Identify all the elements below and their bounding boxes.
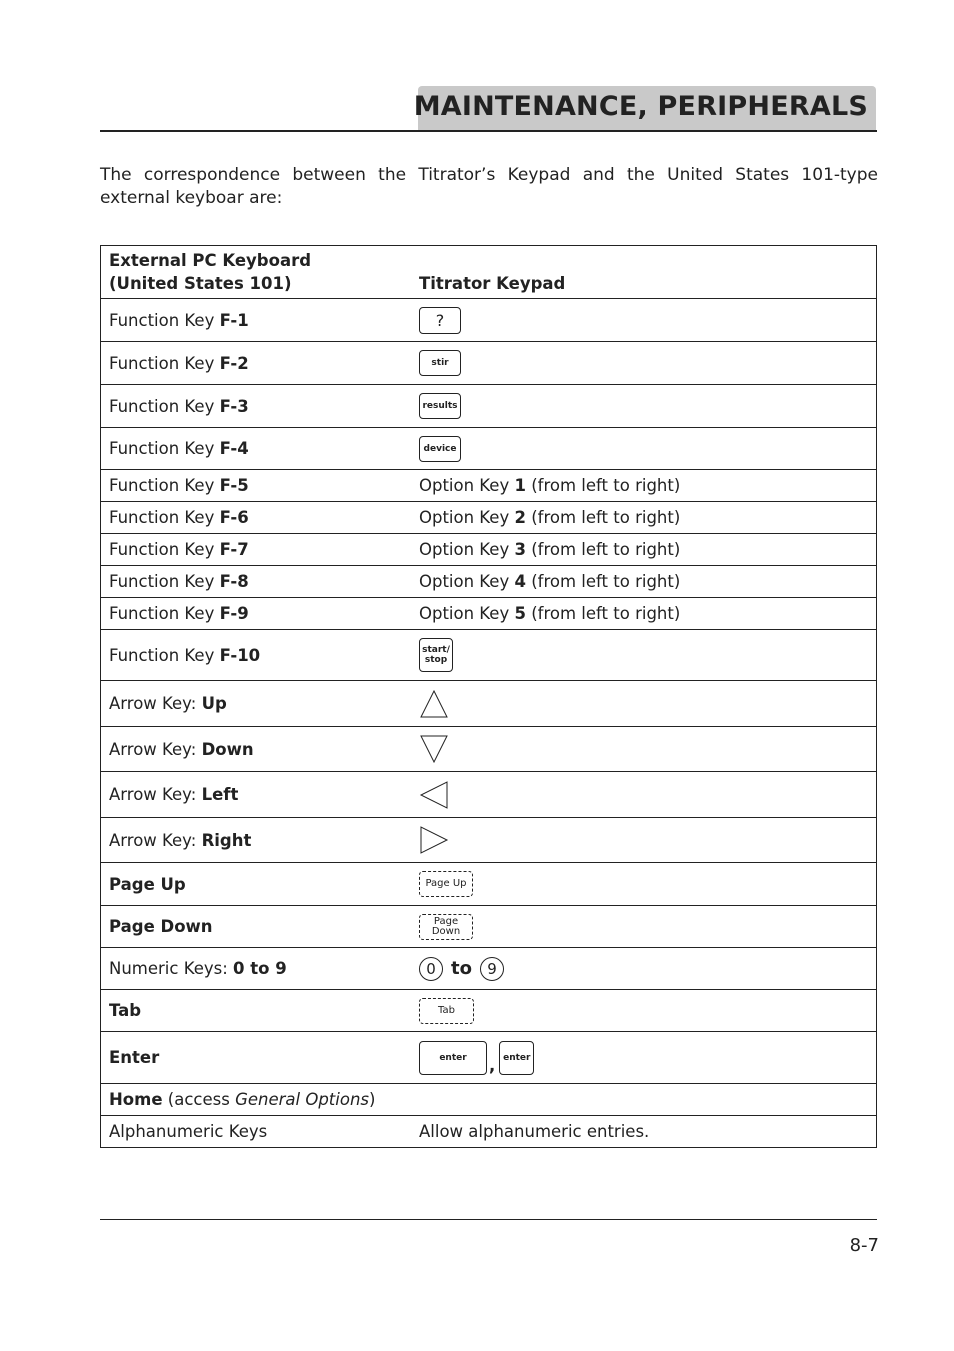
- results-key-icon: results: [419, 393, 461, 419]
- text: Function Key: [109, 439, 220, 458]
- text: Function Key: [109, 310, 220, 330]
- bold-text: F-7: [219, 540, 249, 559]
- table-row: [101, 630, 877, 681]
- keyboard-key-cell: [101, 1032, 411, 1084]
- titrator-key-cell: [410, 727, 877, 772]
- titrator-key-cell: [410, 534, 877, 566]
- text: Option Key: [419, 540, 515, 559]
- text: Function Key: [109, 645, 220, 665]
- device-key-icon: device: [419, 436, 461, 462]
- keyboard-key-cell: [101, 566, 411, 598]
- start-stop-key-icon: start/ stop: [419, 638, 453, 672]
- table-row: [101, 502, 877, 534]
- bold-text: Page Up: [109, 874, 186, 894]
- bold-text: Right: [201, 830, 252, 850]
- bold-text: 5: [514, 604, 526, 623]
- table-row: [101, 566, 877, 598]
- tab-key-icon: Tab: [419, 998, 474, 1024]
- keyboard-key-cell: [101, 727, 411, 772]
- table-row: [101, 342, 877, 385]
- section-title: MAINTENANCE, PERIPHERALS: [413, 91, 868, 122]
- text: Function Key: [109, 508, 220, 527]
- text: Allow alphanumeric entries.: [419, 1122, 650, 1141]
- col1-header: [101, 246, 411, 299]
- table-row: [101, 1116, 877, 1148]
- key-mapping-table: [100, 245, 877, 1148]
- text: Arrow Key:: [109, 830, 202, 850]
- titrator-key-cell: [410, 990, 877, 1032]
- help-key-icon: ?: [419, 307, 461, 334]
- keyboard-key-cell: [101, 630, 411, 681]
- table-row: [101, 1032, 877, 1084]
- to-label: to: [451, 958, 472, 979]
- keyboard-key-cell: [101, 1116, 411, 1148]
- bold-text: Tab: [109, 1001, 142, 1020]
- keyboard-key-cell: [101, 470, 411, 502]
- text: Function Key: [109, 540, 220, 559]
- titrator-key-cell: [410, 502, 877, 534]
- keyboard-key-cell: [101, 428, 411, 470]
- bold-text: Down: [201, 739, 254, 759]
- arrow-up-icon: [419, 689, 449, 719]
- bold-text: 3: [514, 540, 526, 559]
- table-row: [101, 948, 877, 990]
- keyboard-key-cell: [101, 534, 411, 566]
- table-row: [101, 598, 877, 630]
- text: Function Key: [109, 353, 220, 373]
- col1-header-line1: External PC Keyboard: [109, 251, 312, 270]
- titrator-key-cell: [410, 681, 877, 727]
- table-row: [101, 990, 877, 1032]
- keyboard-key-cell: [101, 863, 411, 906]
- enter-wide-key-icon: enter: [419, 1041, 487, 1075]
- page-up-key-icon: Page Up: [419, 871, 473, 897]
- text: Option Key: [419, 508, 515, 527]
- text: Option Key: [419, 476, 515, 495]
- section-title-box: [413, 86, 876, 130]
- keyboard-key-cell: [101, 772, 411, 818]
- bold-text: Left: [201, 785, 239, 804]
- table-header-row: [101, 246, 877, 299]
- digit-9-key-icon: 9: [480, 957, 504, 981]
- keyboard-key-cell: [101, 299, 411, 342]
- table-row: [101, 863, 877, 906]
- keyboard-key-cell: [101, 385, 411, 428]
- keyboard-key-cell: [101, 906, 411, 948]
- table-row: [101, 818, 877, 863]
- keyboard-key-cell: [101, 681, 411, 727]
- text: ): [369, 1090, 376, 1109]
- titrator-key-cell: [410, 385, 877, 428]
- arrow-down-icon: [419, 734, 449, 764]
- text: Alphanumeric Keys: [109, 1122, 268, 1141]
- titrator-key-cell: [410, 470, 877, 502]
- bold-text: 0 to 9: [233, 959, 287, 978]
- enter-small-key-icon: enter: [499, 1041, 534, 1075]
- text: (from left to right): [525, 572, 681, 591]
- arrow-right-icon: [419, 825, 449, 855]
- bold-text: Enter: [109, 1048, 160, 1067]
- text: Arrow Key:: [109, 694, 202, 713]
- text: (from left to right): [525, 604, 681, 623]
- bold-text: Up: [201, 694, 227, 713]
- keyboard-key-cell: [101, 1084, 877, 1116]
- table-row: [101, 772, 877, 818]
- bold-text: Page Down: [109, 917, 213, 936]
- titrator-key-cell: [410, 428, 877, 470]
- text: (from left to right): [525, 508, 681, 527]
- titrator-key-cell: [410, 566, 877, 598]
- titrator-key-cell: [410, 772, 877, 818]
- italic-text: General Options: [235, 1090, 369, 1109]
- text: Function Key: [109, 604, 220, 623]
- keyboard-key-cell: [101, 502, 411, 534]
- bold-text: F-2: [219, 353, 249, 373]
- text: Numeric Keys:: [109, 959, 234, 978]
- titrator-key-cell: [410, 906, 877, 948]
- bold-text: F-8: [219, 572, 249, 591]
- col1-header-line2: (United States 101): [109, 274, 292, 293]
- bold-text: F-3: [219, 396, 249, 416]
- titrator-key-cell: [410, 818, 877, 863]
- stir-key-icon: stir: [419, 350, 461, 376]
- bold-text: F-5: [219, 476, 249, 495]
- text: Option Key: [419, 572, 515, 591]
- table-row: [101, 428, 877, 470]
- keyboard-key-cell: [101, 818, 411, 863]
- text: Arrow Key:: [109, 785, 202, 804]
- titrator-key-cell: [410, 299, 877, 342]
- keyboard-key-cell: [101, 598, 411, 630]
- bold-text: 2: [514, 508, 526, 527]
- text: (access: [162, 1090, 236, 1109]
- bold-text: 4: [514, 572, 526, 591]
- table-row: [101, 906, 877, 948]
- text: Option Key: [419, 604, 515, 623]
- bold-text: Home: [109, 1090, 163, 1109]
- text: (from left to right): [525, 540, 681, 559]
- keyboard-key-cell: [101, 990, 411, 1032]
- table-row: [101, 534, 877, 566]
- footer-rule: [100, 1219, 877, 1220]
- header-rule: [100, 130, 877, 132]
- arrow-left-icon: [419, 780, 449, 810]
- text: Function Key: [109, 572, 220, 591]
- bold-text: F-6: [219, 508, 249, 527]
- titrator-key-cell: [410, 1032, 877, 1084]
- titrator-key-cell: [410, 948, 877, 990]
- titrator-key-cell: [410, 598, 877, 630]
- bold-text: F-1: [219, 310, 249, 330]
- titrator-key-cell: [410, 630, 877, 681]
- text: Arrow Key:: [109, 739, 202, 759]
- text: Function Key: [109, 476, 220, 495]
- keyboard-key-cell: [101, 342, 411, 385]
- separator: ,: [489, 1055, 496, 1075]
- table-row: [101, 385, 877, 428]
- text: (from left to right): [525, 476, 681, 495]
- titrator-key-cell: [410, 342, 877, 385]
- keyboard-key-cell: [101, 948, 411, 990]
- intro-paragraph: The correspondence between the Titrator’s Keypad and the United States 101-type external keyboar are:: [100, 165, 878, 208]
- table-row: [101, 299, 877, 342]
- table-row: [101, 1084, 877, 1116]
- table-row: [101, 727, 877, 772]
- bold-text: F-4: [219, 439, 249, 458]
- col2-header: Titrator Keypad: [410, 246, 877, 299]
- page-down-key-icon: Page Down: [419, 914, 473, 940]
- bold-text: F-10: [219, 645, 261, 665]
- page-number: 8-7: [849, 1235, 879, 1256]
- table-row: [101, 681, 877, 727]
- bold-text: F-9: [219, 604, 249, 623]
- digit-0-key-icon: 0: [419, 957, 443, 981]
- table-row: [101, 470, 877, 502]
- titrator-key-cell: [410, 1116, 877, 1148]
- text: Function Key: [109, 396, 220, 416]
- titrator-key-cell: [410, 863, 877, 906]
- bold-text: 1: [514, 476, 526, 495]
